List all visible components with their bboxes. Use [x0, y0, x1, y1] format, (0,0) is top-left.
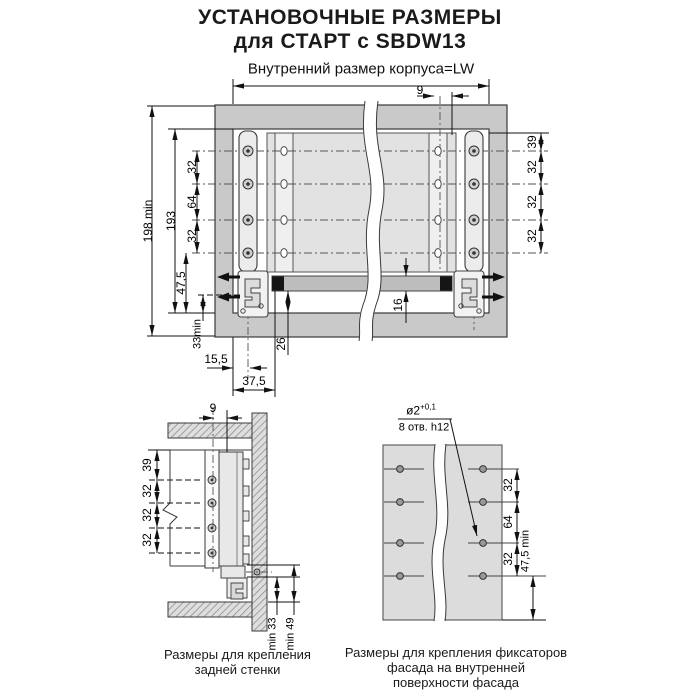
left-fixator-bracket — [238, 271, 268, 317]
facade-caption-line1: Размеры для крепления фиксаторов — [344, 645, 568, 660]
dim-label: 32 — [140, 533, 154, 547]
dim-label: 32 — [525, 160, 539, 174]
hole-diameter-value: ø2 — [406, 403, 421, 418]
dim-label: 47,5 min — [519, 529, 532, 573]
facade-caption-line3: поверхности фасада — [392, 675, 520, 690]
dim-label: 32 — [140, 484, 154, 498]
top-panel-section — [168, 423, 252, 438]
facade-caption-line2: фасада на внутренней — [387, 660, 525, 675]
drawer-side-break-outline — [163, 450, 177, 566]
drawer-bottom-left-cap — [272, 277, 284, 291]
cabinet-front-view — [147, 79, 549, 397]
drawer-bottom-right-cap — [440, 277, 452, 291]
dim-label: 193 — [164, 210, 178, 232]
dim-label: 32 — [525, 229, 539, 243]
dim-label: 15,5 — [204, 352, 228, 366]
drawer-bottom-panel — [272, 276, 452, 291]
dim-label: 39 — [140, 458, 154, 472]
dim-label: 198 min — [141, 199, 155, 243]
drawer-back-panel — [267, 133, 456, 272]
dim-label: 32 — [140, 508, 154, 522]
back-wall-side-view — [148, 407, 300, 631]
back-wall-caption-line1: Размеры для крепления — [164, 647, 311, 662]
dim-label: 9 — [209, 401, 217, 415]
facade-caption — [325, 645, 587, 690]
dim-label: 26 — [274, 337, 288, 351]
bottom-panel-section — [168, 602, 252, 617]
dim-label: 32 — [501, 478, 515, 492]
dim-label: 64 — [185, 195, 199, 209]
dim-label: 39 — [525, 135, 539, 149]
dim-label: 16 — [391, 298, 405, 312]
rail-cross-section — [219, 452, 249, 566]
dim-label: min 49 — [284, 617, 297, 651]
dim-label: 32 — [185, 229, 199, 243]
page-title-line1: УСТАНОВОЧНЫЕ РАЗМЕРЫ — [198, 6, 502, 29]
inner-width-dim-label: Внутренний размер корпуса=LW — [247, 60, 475, 78]
dim-label: 9 — [416, 83, 424, 97]
hole-diameter-tolerance: +0,1 — [420, 402, 436, 412]
dim-label: 47,5 — [174, 271, 188, 295]
hole-diameter-label — [406, 404, 436, 417]
dim-label: 32 — [501, 552, 515, 566]
dim-label: min 33 — [266, 617, 279, 651]
page-title-line2: для СТАРТ с SBDW13 — [233, 30, 467, 53]
dim-label: 33min — [191, 319, 204, 349]
right-fixator-bracket — [454, 271, 484, 317]
dim-label: 64 — [501, 515, 515, 529]
dim-label: 32 — [525, 195, 539, 209]
back-wall-section — [252, 413, 267, 631]
dim-label: 32 — [185, 160, 199, 174]
dim-label: 37,5 — [242, 374, 266, 388]
back-wall-caption-line2: задней стенки — [194, 662, 281, 677]
hole-count-note: 8 отв. h12 — [398, 421, 450, 434]
facade-inner-surface-view — [383, 419, 546, 621]
